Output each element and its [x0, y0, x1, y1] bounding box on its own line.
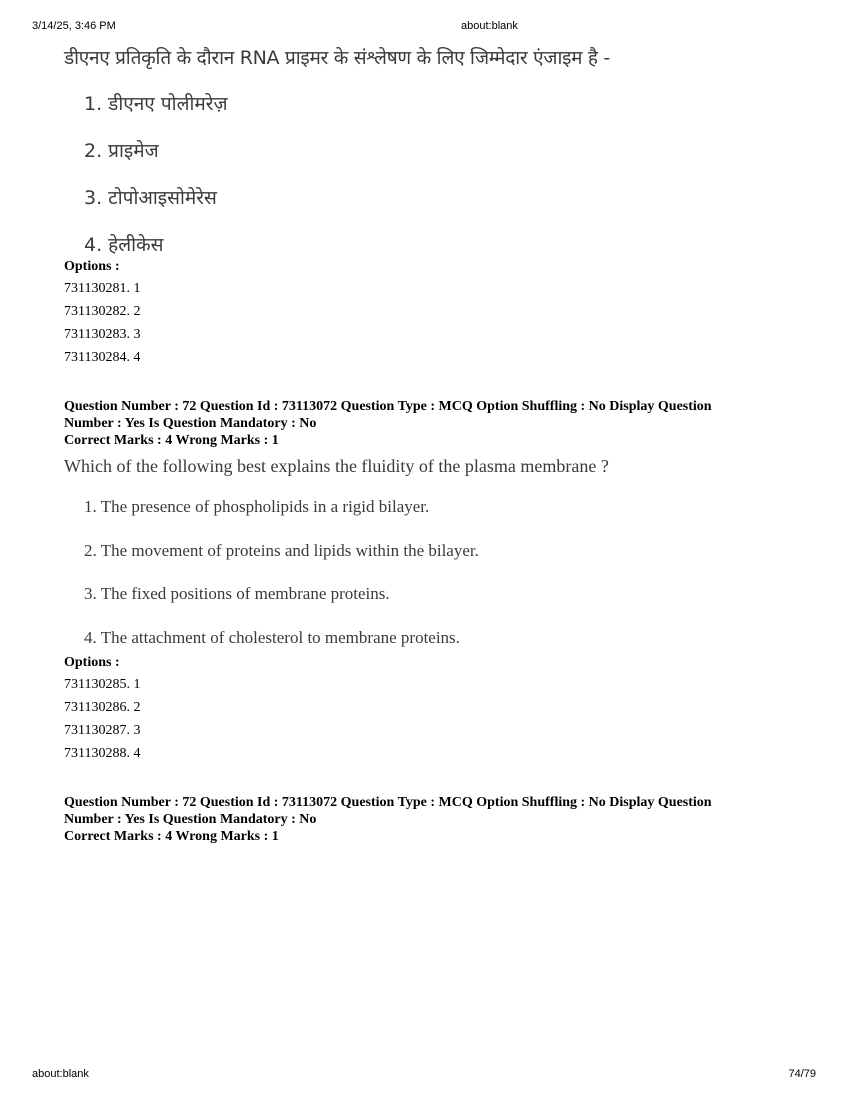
choice-3: 3. The fixed positions of membrane proteins.	[84, 584, 390, 603]
option-id: 731130285. 1	[64, 677, 141, 692]
choice-2: 2. The movement of proteins and lipids within the bilayer.	[84, 541, 479, 560]
options-label: Options :	[64, 655, 120, 670]
option-id: 731130286. 2	[64, 700, 141, 715]
option-id: 731130288. 4	[64, 746, 141, 761]
footer-url: about:blank	[32, 1068, 89, 1080]
choice-3: 3. टोपोआइसोमेरेस	[84, 187, 217, 209]
question-marks: Correct Marks : 4 Wrong Marks : 1	[64, 433, 279, 448]
options-label: Options :	[64, 259, 120, 274]
question-text-hindi: डीएनए प्रतिकृति के दौरान RNA प्राइमर के संश्लेषण के लिए जिम्मेदार एंजाइम है -	[64, 47, 610, 69]
choice-4: 4. The attachment of cholesterol to membrane proteins.	[84, 628, 460, 647]
question-meta-line-2: Number : Yes Is Question Mandatory : No	[64, 416, 317, 431]
option-id: 731130283. 3	[64, 327, 141, 342]
print-url: about:blank	[461, 20, 518, 32]
question-marks: Correct Marks : 4 Wrong Marks : 1	[64, 829, 279, 844]
question-meta	[64, 794, 784, 845]
option-id: 731130281. 1	[64, 281, 141, 296]
page-number: 74/79	[788, 1068, 816, 1080]
choice-1: 1. The presence of phospholipids in a rigid bilayer.	[84, 497, 430, 516]
print-datetime: 3/14/25, 3:46 PM	[32, 20, 116, 32]
choice-2: 2. प्राइमेज	[84, 140, 159, 162]
question-text: Which of the following best explains the fluidity of the plasma membrane ?	[64, 456, 609, 476]
choice-4: 4. हेलीकेस	[84, 234, 164, 256]
option-id: 731130284. 4	[64, 350, 141, 365]
question-meta	[64, 398, 784, 449]
option-id: 731130282. 2	[64, 304, 141, 319]
option-id: 731130287. 3	[64, 723, 141, 738]
choice-1: 1. डीएनए पोलीमरेज़	[84, 93, 228, 115]
question-meta-line-1: Question Number : 72 Question Id : 73113072 Question Type : MCQ Option Shuffling : No Display Question	[64, 399, 712, 414]
question-meta-line-2: Number : Yes Is Question Mandatory : No	[64, 812, 317, 827]
question-meta-line-1: Question Number : 72 Question Id : 73113072 Question Type : MCQ Option Shuffling : No Display Question	[64, 795, 712, 810]
